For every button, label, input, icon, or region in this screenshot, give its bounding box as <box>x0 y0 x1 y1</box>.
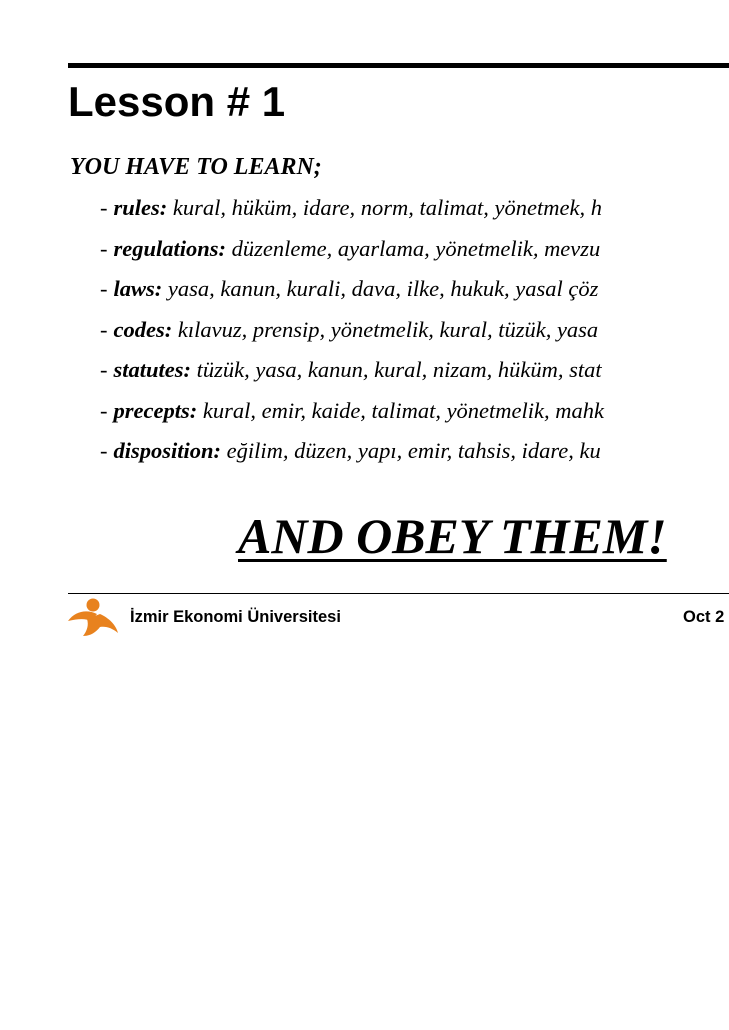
vocabulary-definitions: eğilim, düzen, yapı, emir, tahsis, idare, ku <box>226 438 601 463</box>
university-name: İzmir Ekonomi Üniversitesi <box>130 608 341 626</box>
vocabulary-definitions: kılavuz, prensip, yönetmelik, kural, tüzük, yasa <box>177 316 599 342</box>
item-dash: - <box>100 235 108 261</box>
item-dash: - <box>100 357 108 382</box>
item-dash: - <box>100 316 108 342</box>
closing-statement: AND OBEY THEM! <box>238 508 667 564</box>
vocabulary-term: rules: <box>113 195 168 220</box>
top-divider <box>68 63 729 68</box>
vocabulary-item <box>100 191 729 232</box>
vocabulary-item <box>100 394 729 435</box>
vocabulary-definitions: düzenleme, ayarlama, yönetmelik, mevzu <box>231 235 601 261</box>
vocabulary-definitions: tüzük, yasa, kanun, kural, nizam, hüküm, stat <box>196 357 602 382</box>
vocabulary-term: laws: <box>113 276 163 301</box>
vocabulary-definitions: yasa, kanun, kurali, dava, ilke, hukuk, yasal çöz <box>167 276 599 301</box>
vocabulary-term: statutes: <box>113 357 192 382</box>
item-dash: - <box>100 195 108 220</box>
item-dash: - <box>100 276 108 301</box>
item-dash: - <box>100 438 108 463</box>
vocabulary-item <box>100 434 729 475</box>
slide-subtitle: YOU HAVE TO LEARN; <box>70 154 322 180</box>
slide-date: Oct 2 <box>683 608 725 626</box>
vocabulary-item <box>100 272 729 313</box>
vocabulary-term: precepts: <box>113 397 198 423</box>
footer-divider <box>68 593 729 594</box>
vocabulary-item <box>100 353 729 394</box>
vocabulary-term: disposition: <box>113 438 222 463</box>
item-dash: - <box>100 397 108 423</box>
vocabulary-item <box>100 232 729 273</box>
vocabulary-term: regulations: <box>113 235 227 261</box>
vocabulary-definitions: kural, emir, kaide, talimat, yönetmelik, mahk <box>202 397 604 423</box>
vocabulary-term: codes: <box>113 316 173 342</box>
vocabulary-item <box>100 313 729 354</box>
slide-title: Lesson # 1 <box>68 78 286 125</box>
vocabulary-definitions: kural, hüküm, idare, norm, talimat, yönetmek, h <box>172 195 602 220</box>
university-logo-icon <box>67 597 119 637</box>
vocabulary-list <box>100 191 729 475</box>
